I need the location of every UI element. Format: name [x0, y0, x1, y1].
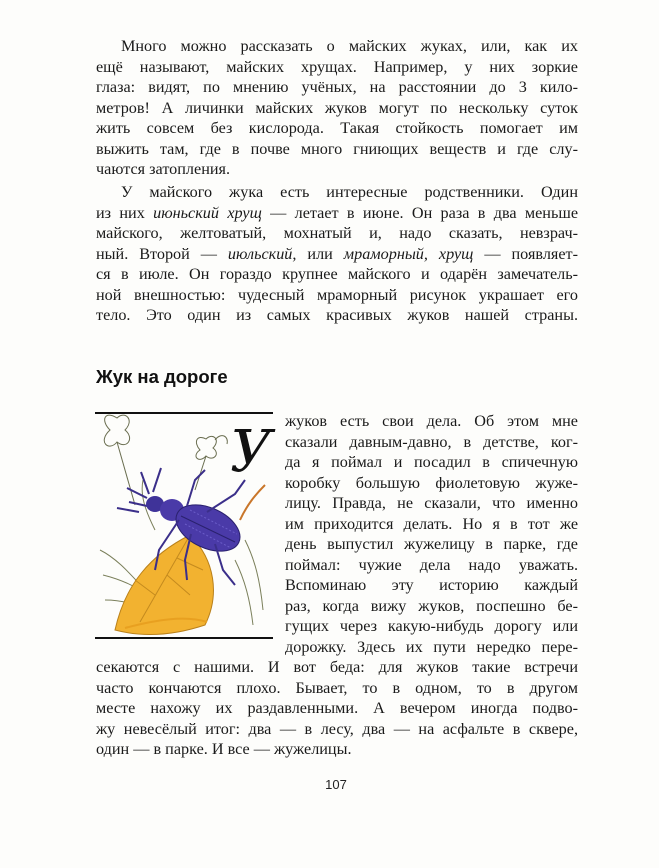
text-line: жуков есть свои дела. Об этом мне: [285, 412, 578, 430]
grass-stem-icon: [240, 485, 265, 520]
text-run: — летает в июне. Он раза в два меньше: [261, 203, 579, 222]
text-run: или: [296, 244, 344, 263]
text-line: глаза: видят, по мнению учёных, на расстоянии до 3 кило-: [96, 78, 578, 96]
text-line: гущих через какую-нибудь дорогу или: [285, 617, 578, 635]
text-line: майского, желтоватый, мохнатый и, надо сказать, невзрач-: [96, 224, 578, 242]
text-line: тело. Это один из самых красивых жуков нашей страны.: [96, 306, 578, 324]
text-line: сказали давным-давно, в детстве, ког-: [285, 432, 578, 451]
text-line: [96, 244, 578, 265]
text-line: ной внешностью: чудесный мраморный рисунок украшает его: [96, 285, 578, 304]
term-marble-beetle: мраморный, хрущ: [343, 244, 474, 263]
section-title: Жук на дороге: [96, 366, 228, 387]
text-line: раз, когда вижу жуков, поспешно бе-: [285, 596, 578, 615]
text-line: один — в парке. И все — жужелицы.: [96, 740, 352, 758]
text-line: часто кончаются плохо. Бывает, то в одном, то в другом: [96, 678, 578, 697]
text-line: им приходится делать. Но я в тот же: [285, 514, 578, 533]
page-number: 107: [325, 777, 347, 792]
text-line: коробку большую фиолетовую жуже-: [285, 473, 578, 492]
text-line: жить совсем без кислорода. Такая стойкость помогает им: [96, 119, 578, 137]
term-june-beetle: июньский хрущ: [153, 203, 262, 222]
text-line: секаются с нашими. И вот беда: для жуков такие встречи: [96, 658, 578, 676]
text-line: дорожку. Здесь их пути нередко пере-: [285, 637, 578, 656]
text-run: — появляет-: [473, 244, 578, 263]
drop-cap: У: [230, 417, 272, 485]
text-line: да я поймал и посадил в спичечную: [285, 453, 578, 471]
text-line: Вспоминаю эту историю каждый: [285, 576, 578, 594]
text-run: ный. Второй —: [96, 244, 228, 263]
text-line: [96, 203, 578, 224]
clover-icon: [104, 415, 227, 505]
text-line: ещё называют, майских хрущах. Например, у них зоркие: [96, 57, 578, 76]
text-line: У майского жука есть интересные родственники. Один: [121, 183, 578, 201]
text-line: день выпустил жужелицу в парке, где: [285, 535, 578, 553]
text-line: жу невесёлый итог: два — в лесу, два — на асфальте в сквере,: [96, 719, 578, 738]
text-line: чаются затопления.: [96, 160, 231, 178]
text-line: лицу. Правда, не сказали, что именно: [285, 494, 578, 512]
beetle-illustration: [95, 410, 273, 642]
text-line: поймал: чужие дела надо уважать.: [285, 555, 578, 574]
text-line: выжить там, где в почве много гниющих веществ и где слу-: [96, 139, 578, 158]
text-line: Много можно рассказать о майских жуках, или, как их: [121, 37, 578, 55]
text-line: месте нахожу их раздавленными. А вечером иногда подво-: [96, 699, 578, 717]
text-line: метров! А личинки майских жуков могут по нескольку суток: [96, 98, 578, 117]
text-line: ся в июле. Он гораздо крупнее майского и одарён замечатель-: [96, 265, 578, 283]
text-run: из них: [96, 203, 154, 222]
term-july-beetle: июльский,: [227, 244, 297, 263]
